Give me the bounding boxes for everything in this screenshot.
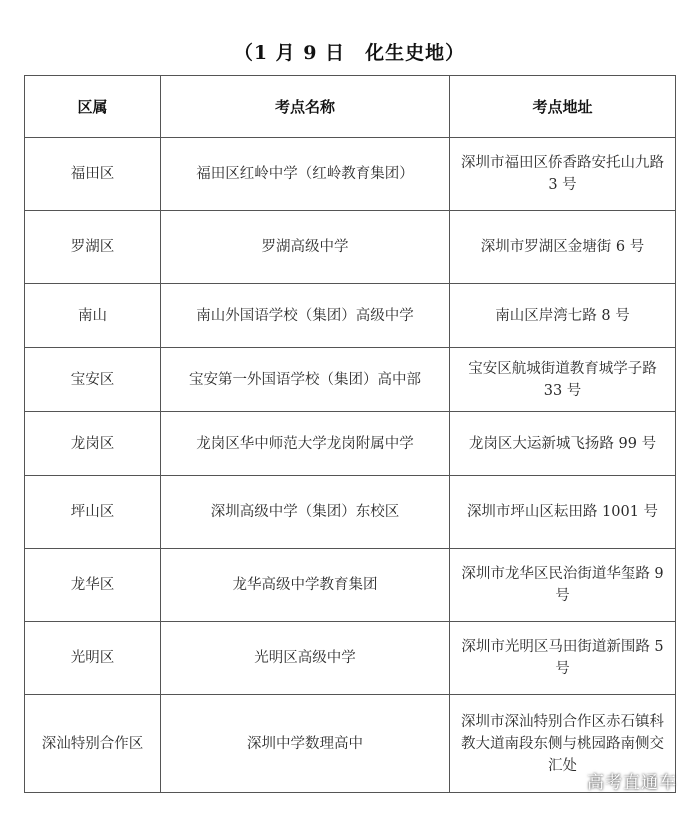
school-cell: 宝安第一外国语学校（集团）高中部	[161, 348, 450, 412]
district-cell: 福田区	[25, 138, 161, 211]
district-cell: 深汕特别合作区	[25, 695, 161, 793]
table-row	[25, 284, 676, 348]
page-title: （1 月 9 日 化生史地）	[233, 42, 466, 64]
school-cell: 龙岗区华中师范大学龙岗附属中学	[161, 412, 450, 476]
district-cell: 龙岗区	[25, 412, 161, 476]
district-cell: 南山	[25, 284, 161, 348]
table-row	[25, 695, 676, 793]
table-row	[25, 549, 676, 622]
school-cell: 罗湖高级中学	[161, 211, 450, 284]
watermark: 高考直通车	[587, 773, 677, 793]
address-cell: 深圳市龙华区民治街道华玺路 9 号	[450, 549, 676, 622]
school-cell: 光明区高级中学	[161, 622, 450, 695]
district-cell: 宝安区	[25, 348, 161, 412]
header-school: 考点名称	[161, 76, 450, 138]
table-row	[25, 476, 676, 549]
address-cell: 深圳市光明区马田街道新围路 5 号	[450, 622, 676, 695]
school-cell: 福田区红岭中学（红岭教育集团）	[161, 138, 450, 211]
school-cell: 南山外国语学校（集团）高级中学	[161, 284, 450, 348]
table-row	[25, 211, 676, 284]
district-cell: 光明区	[25, 622, 161, 695]
table-row	[25, 348, 676, 412]
table-row	[25, 412, 676, 476]
district-cell: 坪山区	[25, 476, 161, 549]
address-cell: 深圳市福田区侨香路安托山九路 3 号	[450, 138, 676, 211]
address-cell: 深圳市罗湖区金塘街 6 号	[450, 211, 676, 284]
address-cell: 深圳市坪山区耘田路 1001 号	[450, 476, 676, 549]
district-cell: 龙华区	[25, 549, 161, 622]
table-row	[25, 138, 676, 211]
table-header-row	[25, 76, 676, 138]
address-cell: 南山区岸湾七路 8 号	[450, 284, 676, 348]
table-row	[25, 622, 676, 695]
address-cell: 龙岗区大运新城飞扬路 99 号	[450, 412, 676, 476]
district-cell: 罗湖区	[25, 211, 161, 284]
header-district: 区属	[25, 76, 161, 138]
school-cell: 龙华高级中学教育集团	[161, 549, 450, 622]
school-cell: 深圳高级中学（集团）东校区	[161, 476, 450, 549]
address-cell: 深圳市深汕特别合作区赤石镇科教大道南段东侧与桃园路南侧交汇处	[450, 695, 676, 793]
exam-site-table	[24, 75, 676, 793]
address-cell: 宝安区航城街道教育城学子路 33 号	[450, 348, 676, 412]
school-cell: 深圳中学数理高中	[161, 695, 450, 793]
header-address: 考点地址	[450, 76, 676, 138]
